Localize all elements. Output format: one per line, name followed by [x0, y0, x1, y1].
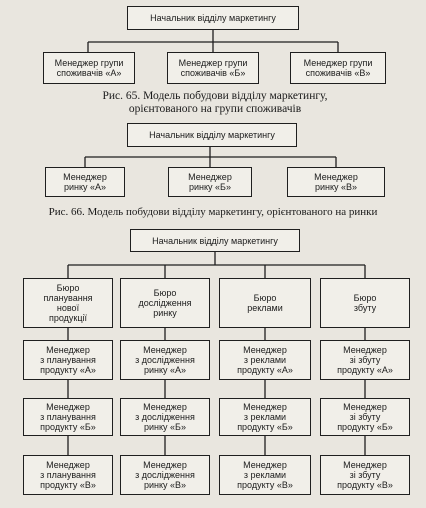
fig65-child-c: Менеджер групи споживачів «В»: [290, 52, 386, 84]
fig65-child-a: Менеджер групи споживачів «А»: [43, 52, 135, 84]
fig67-bureau-planning: Бюро планування нової продукції: [23, 278, 113, 328]
fig66-head-box: Начальник відділу маркетингу: [127, 123, 297, 147]
fig67-manager-planning-a: Менеджер з планування продукту «А»: [23, 340, 113, 380]
fig67-manager-research-a: Менеджер з дослідження ринку «А»: [120, 340, 210, 380]
fig67-manager-research-b: Менеджер з дослідження ринку «Б»: [120, 398, 210, 436]
fig67-manager-sales-b: Менеджер зі збуту продукту «Б»: [320, 398, 410, 436]
fig67-manager-planning-c: Менеджер з планування продукту «В»: [23, 455, 113, 495]
fig67-manager-sales-a: Менеджер зі збуту продукту «А»: [320, 340, 410, 380]
fig66-child-a: Менеджер ринку «А»: [45, 167, 125, 197]
fig67-manager-research-c: Менеджер з дослідження ринку «В»: [120, 455, 210, 495]
fig67-bureau-research: Бюро дослідження ринку: [120, 278, 210, 328]
fig66-caption: Рис. 66. Модель побудови відділу маркетингу, орієнтованого на ринки: [48, 206, 378, 218]
fig67-manager-advertising-a: Менеджер з реклами продукту «А»: [219, 340, 311, 380]
fig67-bureau-sales: Бюро збуту: [320, 278, 410, 328]
fig65-caption: Рис. 65. Модель побудови відділу маркетингу, орієнтованого на групи споживачів: [102, 90, 328, 115]
fig67-manager-planning-b: Менеджер з планування продукту «Б»: [23, 398, 113, 436]
fig66-child-b: Менеджер ринку «Б»: [168, 167, 252, 197]
fig65-head-box: Начальник відділу маркетингу: [127, 6, 299, 30]
fig67-manager-advertising-c: Менеджер з реклами продукту «В»: [219, 455, 311, 495]
fig67-head-box: Начальник відділу маркетингу: [130, 229, 300, 252]
fig67-bureau-advertising: Бюро реклами: [219, 278, 311, 328]
fig65-child-b: Менеджер групи споживачів «Б»: [167, 52, 259, 84]
fig67-manager-advertising-b: Менеджер з реклами продукту «Б»: [219, 398, 311, 436]
fig67-manager-sales-c: Менеджер зі збуту продукту «В»: [320, 455, 410, 495]
fig66-child-c: Менеджер ринку «В»: [287, 167, 385, 197]
